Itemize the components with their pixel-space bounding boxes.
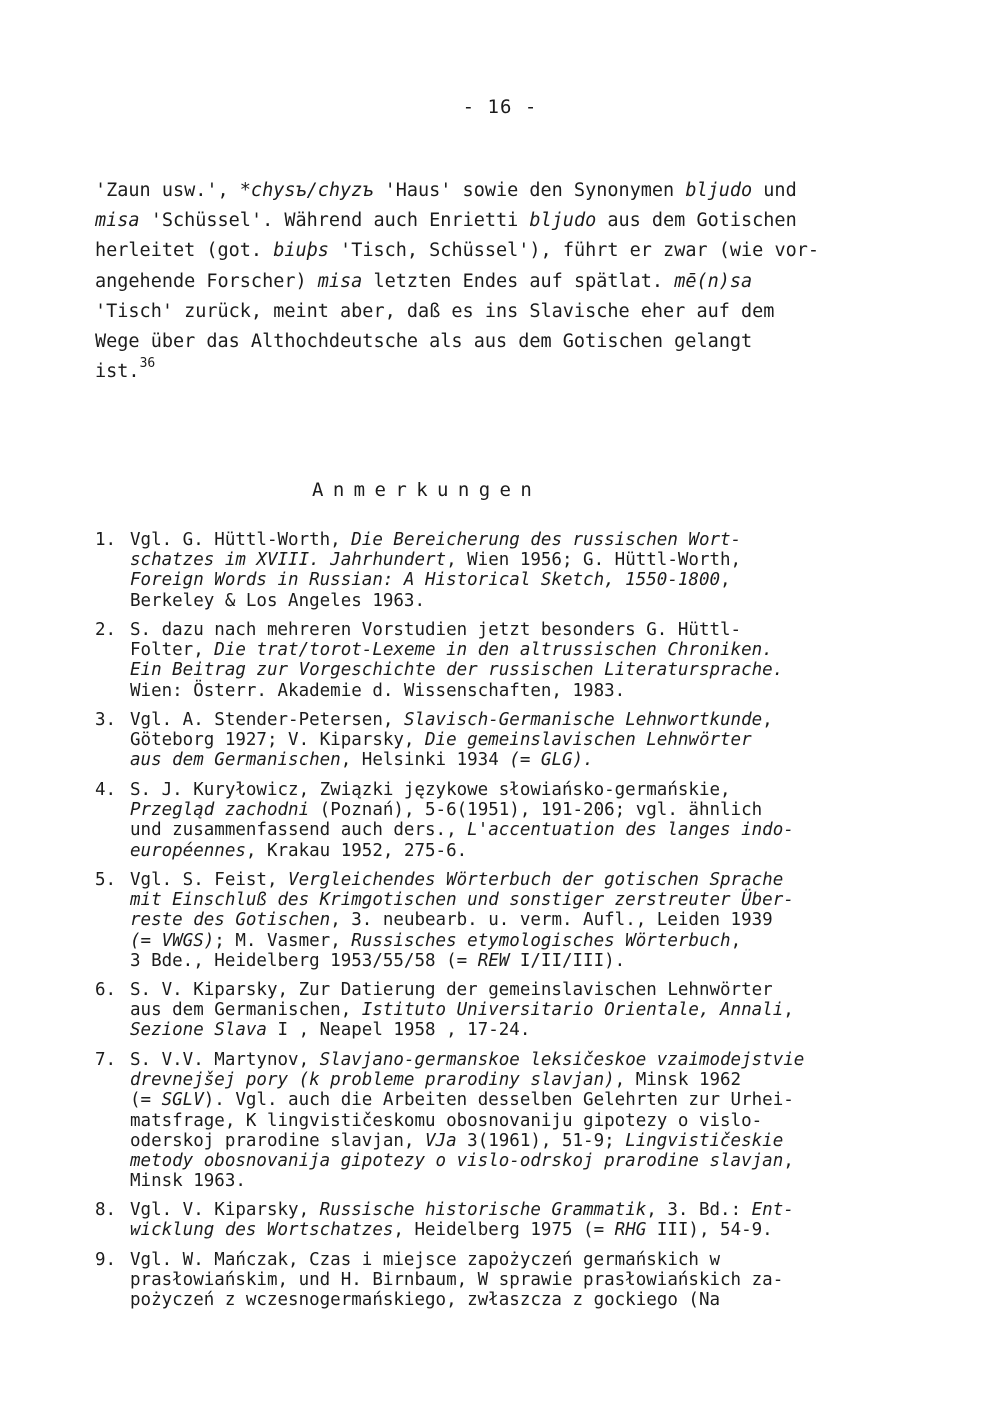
footnote-line: Foreign Words in Russian: A Historical Sketch, 1550-1800, — [130, 570, 731, 591]
footnote-line: Berkeley & Los Angeles 1963. — [130, 590, 426, 611]
footnote-line: aus dem Germanischen, Istituto Universitario Orientale, Annali, — [130, 1000, 794, 1021]
italic-text: Vergleichendes Wörterbuch der gotischen Sprache — [288, 870, 784, 890]
italic-text: biuþs — [273, 240, 329, 262]
footnote-item — [95, 620, 895, 701]
italic-text: reste des Gotischen — [130, 910, 331, 931]
footnote-line: prasłowiańskim, und H. Birnbaum, W sprawie prasłowiańskich za- — [130, 1270, 784, 1291]
footnote-number: 5. — [95, 870, 117, 890]
footnote-item — [95, 870, 895, 971]
italic-text: SGLV — [161, 1090, 204, 1111]
footnote-item — [95, 980, 895, 1041]
footnote-line: wicklung des Wortschatzes, Heidelberg 1975 (= RHG III), 54-9. — [130, 1220, 773, 1241]
body-line: 'Zaun usw.', *chysъ/chyzъ 'Haus' sowie den Synonymen bljudo und — [95, 180, 797, 201]
italic-text: Przegląd zachodni — [130, 800, 310, 821]
footnote-line: Göteborg 1927; V. Kiparsky, Die gemeinslavischen Lehnwörter — [130, 730, 752, 751]
italic-text: Lingvističeskie — [625, 1130, 784, 1151]
footnote-line: 7. S. V.V. Martynov, Slavjano-germanskoe leksičeskoe vzaimodejstvie — [95, 1050, 805, 1070]
footnote-line: 9. Vgl. W. Mańczak, Czas i miejsce zapożyczeń germańskich w — [95, 1250, 721, 1270]
italic-text: (= GLG). — [509, 750, 594, 771]
footnote-line: 4. S. J. Kuryłowicz, Związki językowe słowiańsko-germańskie, — [95, 780, 731, 800]
footnote-line — [95, 890, 895, 910]
italic-text: Die trat/torot-Lexeme in den altrussischen Chroniken. — [214, 640, 773, 661]
italic-text: schatzes im XVIII. Jahrhundert — [130, 550, 447, 571]
footnote-number: 6. — [95, 980, 117, 1000]
italic-text: Slavisch-Germanische Lehnwortkunde — [403, 710, 763, 730]
body-line: 'Tisch' zurück, meint aber, daß es ins Slavische eher auf dem — [95, 300, 775, 322]
italic-text: bljudo — [685, 180, 753, 201]
footnote-line: und zusammenfassend auch ders., L'accentuation des langes indo- — [130, 820, 794, 841]
footnote-line: 3 Bde., Heidelberg 1953/55/58 (= REW I/II/III). — [130, 950, 626, 971]
italic-text: Die Bereicherung des russischen Wort- — [351, 530, 742, 550]
italic-text: mē(n)sa — [674, 270, 753, 292]
footnote-line — [95, 660, 895, 680]
footnote-number: 8. — [95, 1200, 117, 1220]
italic-text: L'accentuation des langes indo- — [467, 820, 794, 841]
italic-text: VJa — [425, 1130, 457, 1151]
body-line: ist.$^{36}$ — [95, 356, 156, 383]
body-line: angehende Forscher) misa letzten Endes auf spätlat. mē(n)sa — [95, 270, 753, 292]
italic-text: européennes — [130, 840, 246, 861]
footnote-line: 6. S. V. Kiparsky, Zur Datierung der gemeinslavischen Lehnwörter — [95, 980, 773, 1000]
footnote-line: pożyczeń z wczesnogermańskiego, zwłaszcza z gockiego (Na — [130, 1290, 721, 1311]
footnote-item — [95, 1250, 895, 1311]
footnote-number: 3. — [95, 710, 117, 730]
footnote-line: oderskoj prarodine slavjan, VJa 3(1961), 51-9; Lingvističeskie — [130, 1130, 784, 1151]
italic-text: Slavjano-germanskoe leksičeskoe vzaimodejstvie — [319, 1050, 805, 1070]
footnote-line: Wien: Österr. Akademie d. Wissenschaften, 1983. — [130, 680, 626, 701]
footnote-line: reste des Gotischen, 3. neubearb. u. verm. Aufl., Leiden 1939 — [130, 910, 773, 931]
footnote-number: 4. — [95, 780, 117, 800]
footnote-line: 3. Vgl. A. Stender-Petersen, Slavisch-Germanische Lehnwortkunde, — [95, 710, 773, 730]
page-number: - 16 - — [462, 96, 538, 118]
footnote-reference: 36 — [139, 356, 156, 372]
footnote-line: drevnejšej pory (k probleme prarodiny slavjan), Minsk 1962 — [130, 1070, 742, 1091]
italic-text: RHG — [614, 1220, 647, 1241]
footnote-number: 2. — [95, 620, 117, 640]
italic-text: Istituto Universitario Orientale, Annali — [361, 1000, 784, 1021]
body-line: herleitet (got. biuþs 'Tisch, Schüssel'), führt er zwar (wie vor- — [95, 240, 819, 262]
italic-text: mit Einschluß des Krimgotischen und sonstiger zerstreuter Über- — [130, 890, 794, 911]
italic-text: (= VWGS) — [130, 930, 215, 951]
footnote-item — [95, 1200, 895, 1240]
footnote-item — [95, 710, 895, 771]
italic-text: Russisches etymologisches Wörterbuch — [351, 930, 731, 951]
footnote-line: schatzes im XVIII. Jahrhundert, Wien 1956; G. Hüttl-Worth, — [130, 550, 742, 571]
footnote-line: metody obosnovanija gipotezy o vislo-odrskoj prarodine slavjan, — [130, 1150, 794, 1171]
footnote-line: 2. S. dazu nach mehreren Vorstudien jetzt besonders G. Hüttl- — [95, 620, 742, 640]
footnote-line: matsfrage, K lingvističeskomu obosnovaniju gipotezy o vislo- — [130, 1110, 763, 1131]
footnote-line: aus dem Germanischen, Helsinki 1934 (= GLG). — [130, 750, 594, 771]
body-line: Wege über das Althochdeutsche als aus dem Gotischen gelangt — [95, 330, 753, 352]
footnote-line: 1. Vgl. G. Hüttl-Worth, Die Bereicherung des russischen Wort- — [95, 530, 742, 550]
italic-text: wicklung des Wortschatzes — [130, 1220, 394, 1241]
footnote-item — [95, 780, 895, 861]
italic-text: REW — [477, 950, 510, 971]
italic-text: bljudo — [529, 210, 597, 232]
footnote-item — [95, 1050, 895, 1191]
footnote-line: (= SGLV). Vgl. auch die Arbeiten desselben Gelehrten zur Urhei- — [130, 1090, 794, 1111]
footnote-line: Sezione Slava I , Neapel 1958 , 17-24. — [130, 1020, 531, 1041]
italic-text: Ein Beitrag zur Vorgeschichte der russischen Literatursprache. — [130, 660, 784, 681]
italic-text: Die gemeinslavischen Lehnwörter — [425, 730, 752, 751]
italic-text: misa — [317, 270, 363, 292]
italic-text: drevnejšej pory (k probleme prarodiny slavjan) — [130, 1070, 615, 1091]
footnote-number: 1. — [95, 530, 117, 550]
section-heading: Anmerkungen — [312, 479, 542, 501]
footnote-line: européennes, Krakau 1952, 275-6. — [130, 840, 468, 861]
body-line: misa 'Schüssel'. Während auch Enrietti bljudo aus dem Gotischen — [95, 210, 797, 232]
italic-text: Sezione Slava — [130, 1020, 267, 1041]
footnote-number: 9. — [95, 1250, 117, 1270]
italic-text: misa — [95, 210, 140, 232]
footnote-line: 5. Vgl. S. Feist, Vergleichendes Wörterbuch der gotischen Sprache — [95, 870, 784, 890]
italic-text: Russische historische Grammatik — [319, 1200, 647, 1220]
italic-text: Foreign Words in Russian: A Historical Sketch, 1550-1800 — [130, 570, 721, 591]
italic-text: Ent- — [751, 1200, 794, 1220]
footnote-number: 7. — [95, 1050, 117, 1070]
footnote-line: Folter, Die trat/torot-Lexeme in den altrussischen Chroniken. — [130, 640, 773, 661]
body-paragraph — [95, 176, 895, 387]
footnote-line: Przegląd zachodni (Poznań), 5-6(1951), 191-206; vgl. ähnlich — [130, 800, 763, 821]
footnote-line: 8. Vgl. V. Kiparsky, Russische historische Grammatik, 3. Bd.: Ent- — [95, 1200, 794, 1220]
footnote-line: Minsk 1963. — [130, 1171, 246, 1192]
italic-text: aus dem Germanischen — [130, 750, 341, 771]
footnote-line: (= VWGS); M. Vasmer, Russisches etymologisches Wörterbuch, — [130, 930, 742, 951]
italic-text: metody obosnovanija gipotezy o vislo-odrskoj prarodine slavjan — [130, 1150, 784, 1171]
footnote-item — [95, 530, 895, 611]
italic-text: *chysъ/chyzъ — [239, 180, 374, 201]
